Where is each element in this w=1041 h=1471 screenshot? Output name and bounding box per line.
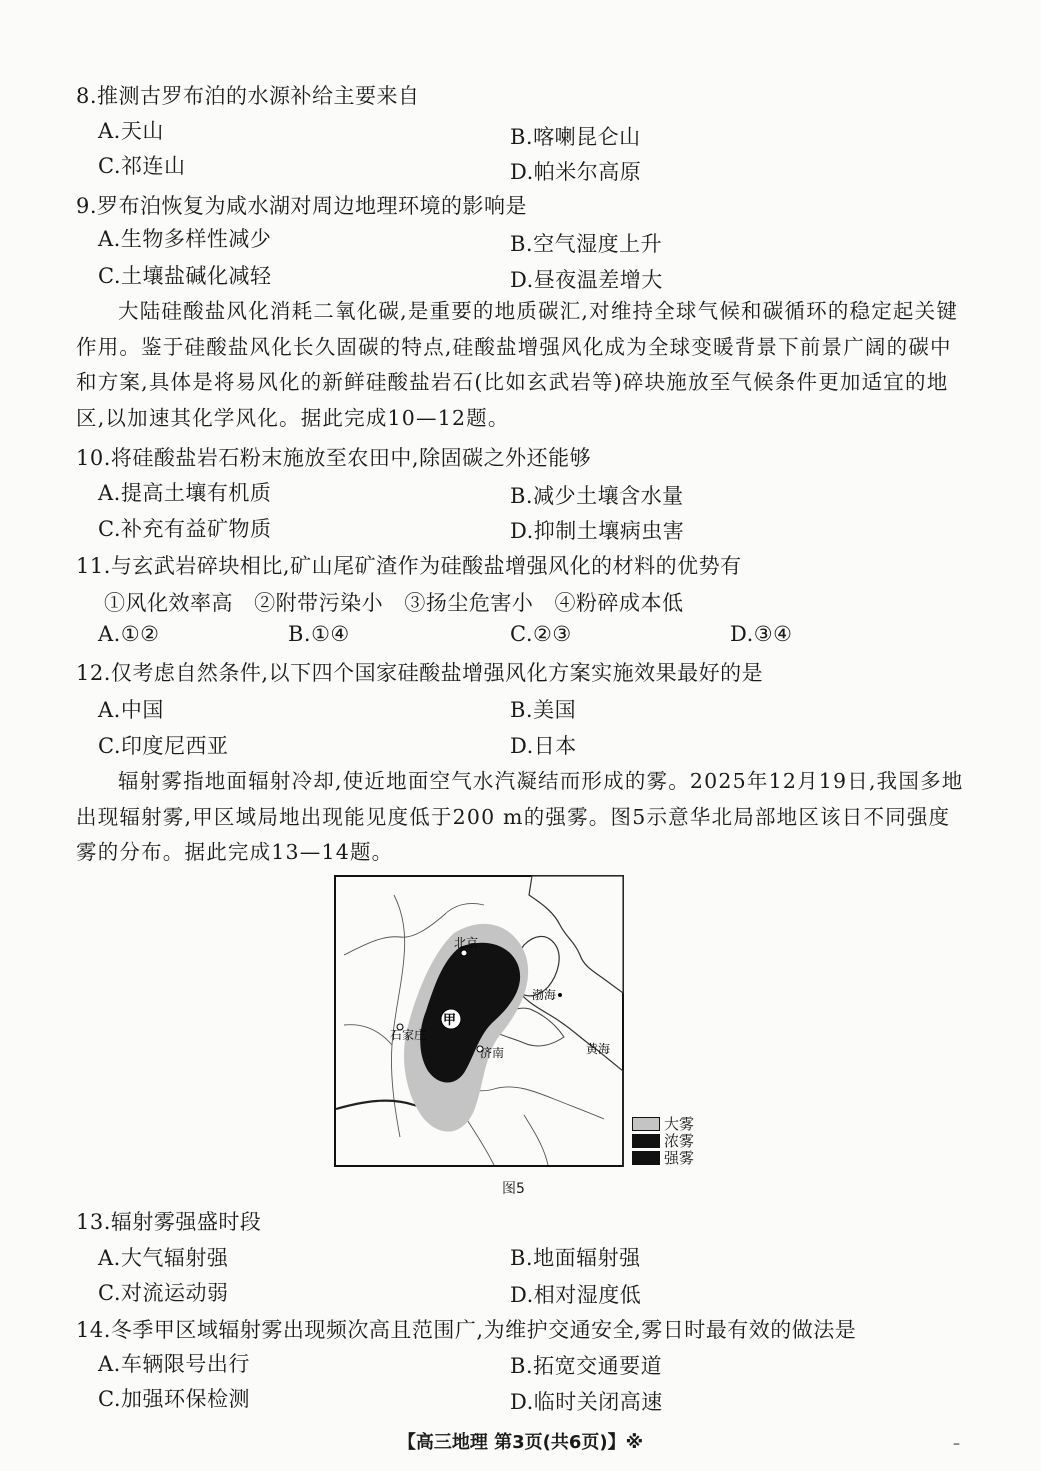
- q9-option-a: A.生物多样性减少: [98, 227, 272, 251]
- q8-option-d: D.帕米尔高原: [510, 160, 642, 184]
- q9-stem: 9.罗布泊恢复为咸水湖对周边地理环境的影响是: [76, 194, 528, 218]
- legend-swatch-qiangwu: [632, 1151, 660, 1165]
- q13-option-b: B.地面辐射强: [510, 1246, 641, 1270]
- q8-stem: 8.推测古罗布泊的水源补给主要来自: [76, 84, 420, 108]
- q10-option-c: C.补充有益矿物质: [98, 517, 272, 541]
- beijing-marker: [461, 950, 467, 956]
- q12-option-a: A.中国: [98, 698, 164, 722]
- fog-distribution-map: [334, 875, 624, 1167]
- legend-swatch-dayu: [632, 1117, 660, 1131]
- legend-label-nongwu: 浓雾: [664, 1132, 695, 1150]
- q14-stem: 14.冬季甲区域辐射雾出现频次高且范围广,为维护交通安全,雾日时最有效的做法是: [76, 1318, 857, 1342]
- q8-option-a: A.天山: [98, 119, 164, 143]
- passage-10-12: [76, 294, 968, 436]
- q14-option-d: D.临时关闭高速: [510, 1390, 663, 1414]
- label-huanghai: 黄海: [586, 1042, 611, 1056]
- q8-option-b: B.喀喇昆仑山: [510, 125, 641, 149]
- q9-option-b: B.空气湿度上升: [510, 232, 663, 256]
- label-shijiazhuang: 石家庄: [390, 1028, 427, 1042]
- passage-10-12-text: 大陆硅酸盐风化消耗二氧化碳,是重要的地质碳汇,对维持全球气候和碳循环的稳定起关键作用。鉴于硅酸盐风化长久固碳的特点,硅酸盐增强风化成为全球变暖背景下前景广阔的碳中和方案,具体是将易风化的新鲜硅酸盐岩石(比如玄武岩等)碎块施放至气候条件更加适宜的地区,以加速其化学风化。据此完成10—12题。: [76, 299, 959, 430]
- legend-swatch-nongwu: [632, 1134, 660, 1148]
- q11-items: ①风化效率高 ②附带污染小 ③扬尘危害小 ④粉碎成本低: [104, 591, 684, 615]
- label-jinan: 济南: [480, 1046, 505, 1060]
- q11-option-c: C.②③: [510, 622, 572, 646]
- q11-option-d: D.③④: [730, 622, 793, 646]
- q8-option-c: C.祁连山: [98, 154, 186, 178]
- legend-label-dayu: 大雾: [664, 1115, 695, 1133]
- q9-option-c: C.土壤盐碱化减轻: [98, 264, 272, 288]
- map-legend: [632, 1115, 694, 1166]
- q10-stem: 10.将硅酸盐岩石粉末施放至农田中,除固碳之外还能够: [76, 446, 592, 470]
- q10-option-b: B.减少土壤含水量: [510, 484, 684, 508]
- q11-stem: 11.与玄武岩碎块相比,矿山尾矿渣作为硅酸盐增强风化的材料的优势有: [76, 554, 742, 578]
- q14-option-c: C.加强环保检测: [98, 1387, 250, 1411]
- corner-mark: –: [953, 1436, 960, 1452]
- q10-option-d: D.抑制土壤病虫害: [510, 519, 685, 543]
- label-beijing: 北京: [454, 936, 479, 950]
- label-bohai: 渤海: [532, 988, 557, 1002]
- q9-option-d: D.昼夜温差增大: [510, 268, 663, 292]
- q12-option-b: B.美国: [510, 698, 577, 722]
- q14-option-a: A.车辆限号出行: [98, 1352, 250, 1376]
- q12-option-c: C.印度尼西亚: [98, 734, 229, 758]
- legend-row-qiangwu: [632, 1149, 694, 1166]
- passage-13-14: [76, 764, 968, 871]
- q12-option-d: D.日本: [510, 734, 577, 758]
- bohai-marker: [558, 993, 562, 997]
- figure-caption: 图5: [502, 1181, 525, 1197]
- q13-option-d: D.相对湿度低: [510, 1283, 642, 1307]
- page-footer: 【高三地理 第3页(共6页)】※: [397, 1432, 644, 1453]
- q13-option-c: C.对流运动弱: [98, 1281, 229, 1305]
- label-jia: 甲: [443, 1013, 457, 1028]
- q11-option-a: A.①②: [98, 622, 160, 646]
- q11-option-b: B.①④: [288, 622, 350, 646]
- passage-13-14-text: 辐射雾指地面辐射冷却,使近地面空气水汽凝结而形成的雾。2025年12月19日,我国多地出现辐射雾,甲区域局地出现能见度低于200 m的强雾。图5示意华北局部地区该日不同强度雾的分布。据此完成13—14题。: [76, 769, 964, 864]
- legend-label-qiangwu: 强雾: [664, 1149, 695, 1167]
- q10-option-a: A.提高土壤有机质: [98, 481, 272, 505]
- q13-stem: 13.辐射雾强盛时段: [76, 1210, 262, 1234]
- q12-stem: 12.仅考虑自然条件,以下四个国家硅酸盐增强风化方案实施效果最好的是: [76, 661, 764, 685]
- q14-option-b: B.拓宽交通要道: [510, 1354, 663, 1378]
- q13-option-a: A.大气辐射强: [98, 1246, 229, 1270]
